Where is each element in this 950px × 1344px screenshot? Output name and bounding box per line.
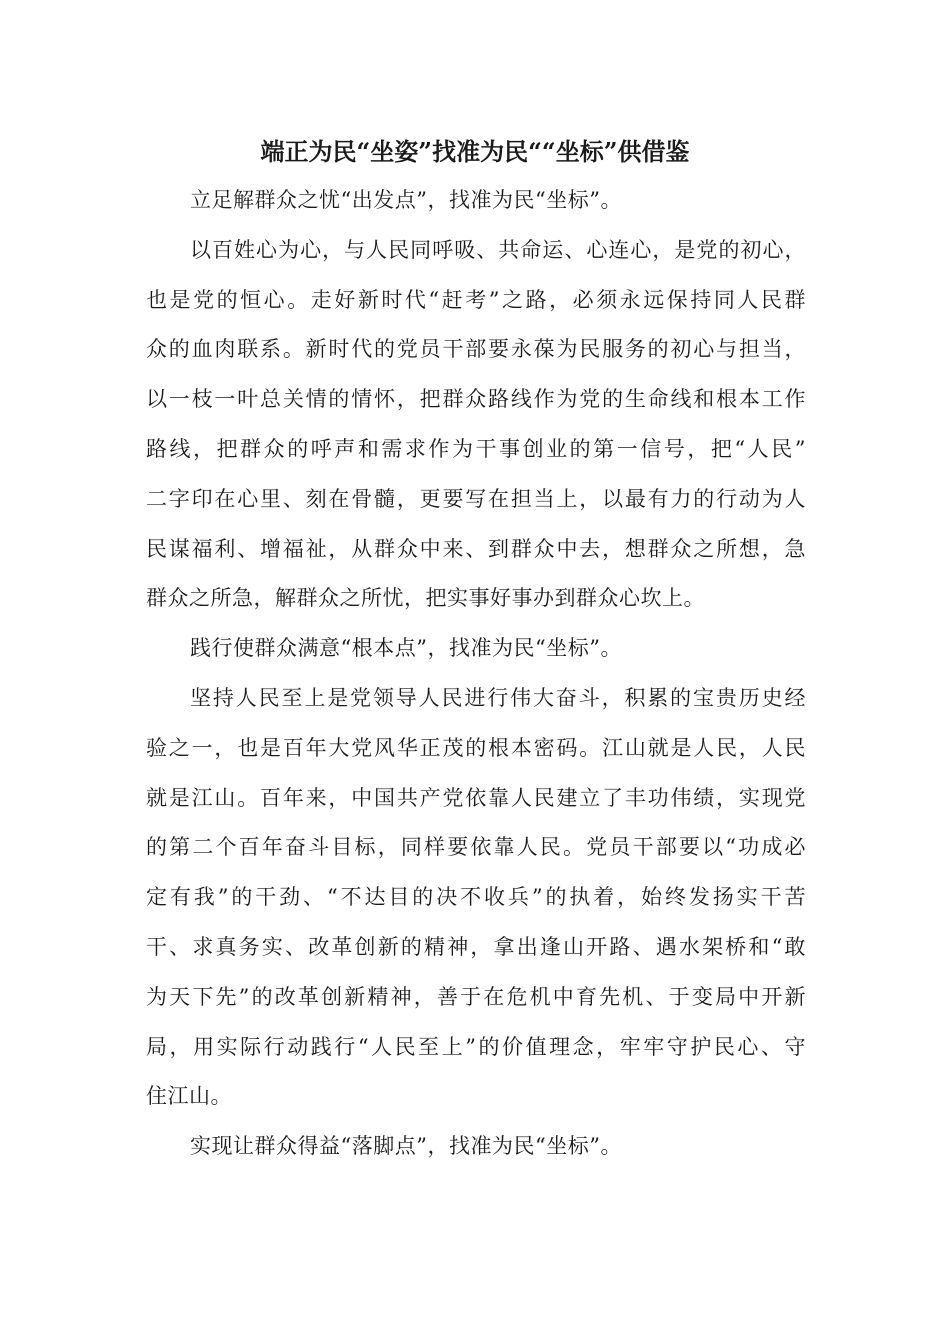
paragraph-line: 民谋福利、增福祉，从群众中来、到群众中去，想群众之所想，急 bbox=[146, 536, 806, 561]
paragraph-line: 坚持人民至上是党领导人民进行伟大奋斗，积累的宝贵历史经 bbox=[190, 685, 806, 710]
paragraph-heading-3 bbox=[146, 1122, 806, 1172]
paragraph-line: 验之一，也是百年大党风华正茂的根本密码。江山就是人民，人民 bbox=[146, 735, 806, 760]
paragraph-2 bbox=[146, 674, 806, 1122]
paragraph-heading-1 bbox=[146, 176, 806, 226]
paragraph-line: 局，用实际行动践行“人民至上”的价值理念，牢牢守护民心、守 bbox=[146, 1034, 806, 1059]
paragraph-line: 践行使群众满意“根本点”，找准为民“坐标”。 bbox=[190, 636, 622, 661]
paragraph-line: 为天下先”的改革创新精神，善于在危机中育先机、于变局中开新 bbox=[146, 984, 806, 1009]
paragraph-line: 众的血肉联系。新时代的党员干部要永葆为民服务的初心与担当， bbox=[146, 337, 806, 362]
paragraph-line: 就是江山。百年来，中国共产党依靠人民建立了丰功伟绩，实现党 bbox=[146, 785, 806, 810]
paragraph-line: 定有我”的干劲、“不达目的决不收兵”的执着，始终发扬实干苦 bbox=[146, 885, 806, 910]
paragraph-line: 二字印在心里、刻在骨髓，更要写在担当上，以最有力的行动为人 bbox=[146, 486, 806, 511]
paragraph-line: 以百姓心为心，与人民同呼吸、共命运、心连心，是党的初心， bbox=[190, 237, 806, 262]
paragraph-line: 也是党的恒心。走好新时代“赶考”之路，必须永远保持同人民群 bbox=[146, 287, 806, 312]
paragraph-1 bbox=[146, 226, 806, 624]
paragraph-line: 实现让群众得益“落脚点”，找准为民“坐标”。 bbox=[190, 1134, 622, 1159]
paragraph-line: 以一枝一叶总关情的情怀，把群众路线作为党的生命线和根本工作 bbox=[146, 387, 806, 412]
paragraph-line: 路线，把群众的呼声和需求作为干事创业的第一信号，把“人民” bbox=[146, 436, 806, 461]
document-body bbox=[146, 176, 806, 1172]
paragraph-heading-2 bbox=[146, 624, 806, 674]
paragraph-line: 的第二个百年奋斗目标，同样要依靠人民。党员干部要以“功成必 bbox=[146, 835, 806, 860]
paragraph-line: 住江山。 bbox=[146, 1084, 232, 1109]
paragraph-line: 群众之所急，解群众之所忧，把实事好事办到群众心坎上。 bbox=[146, 586, 705, 611]
paragraph-line: 干、求真务实、改革创新的精神，拿出逢山开路、遇水架桥和“敢 bbox=[146, 934, 806, 959]
document-title: 端正为民“坐姿”找准为民““坐标”供借鉴 bbox=[260, 137, 690, 166]
paragraph-line: 立足解群众之忧“出发点”，找准为民“坐标”。 bbox=[190, 188, 622, 212]
